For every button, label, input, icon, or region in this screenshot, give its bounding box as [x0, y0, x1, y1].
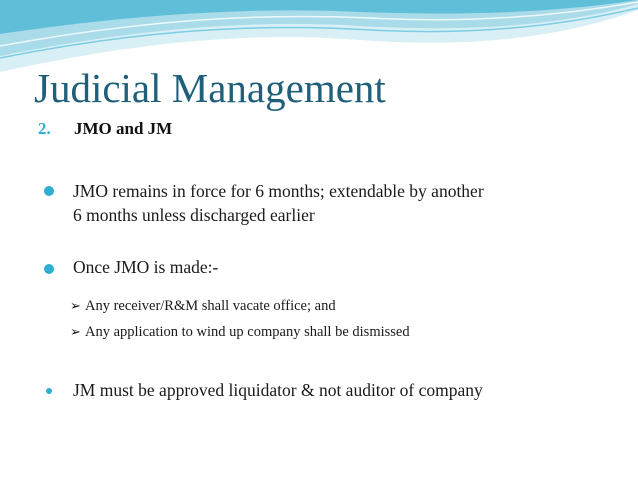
bullet-jmo-duration-line1: JMO remains in force for 6 months; extendable by another: [73, 181, 484, 201]
bullet-jm-approval: JM must be approved liquidator & not auditor of company: [73, 380, 483, 400]
bullet-jmo-duration: [73, 179, 484, 227]
section-number: 2.: [38, 119, 51, 138]
bullet-icon: [44, 186, 54, 196]
arrowhead-icon: ➢: [70, 299, 81, 314]
bullet-jmo-duration-line2: 6 months unless discharged earlier: [73, 205, 315, 225]
bullet-jmo-made: Once JMO is made:-: [73, 257, 219, 277]
sub-bullet-application: Any application to wind up company shall be dismissed: [85, 324, 410, 340]
slide-title: Judicial Management: [34, 65, 386, 111]
bullet-icon: [44, 264, 54, 274]
arrowhead-icon: ➢: [70, 325, 81, 340]
section-subtitle: [38, 119, 172, 139]
section-heading: JMO and JM: [74, 119, 173, 138]
bullet-icon: [46, 388, 52, 394]
sub-bullet-receiver: Any receiver/R&M shall vacate office; and: [85, 298, 336, 314]
